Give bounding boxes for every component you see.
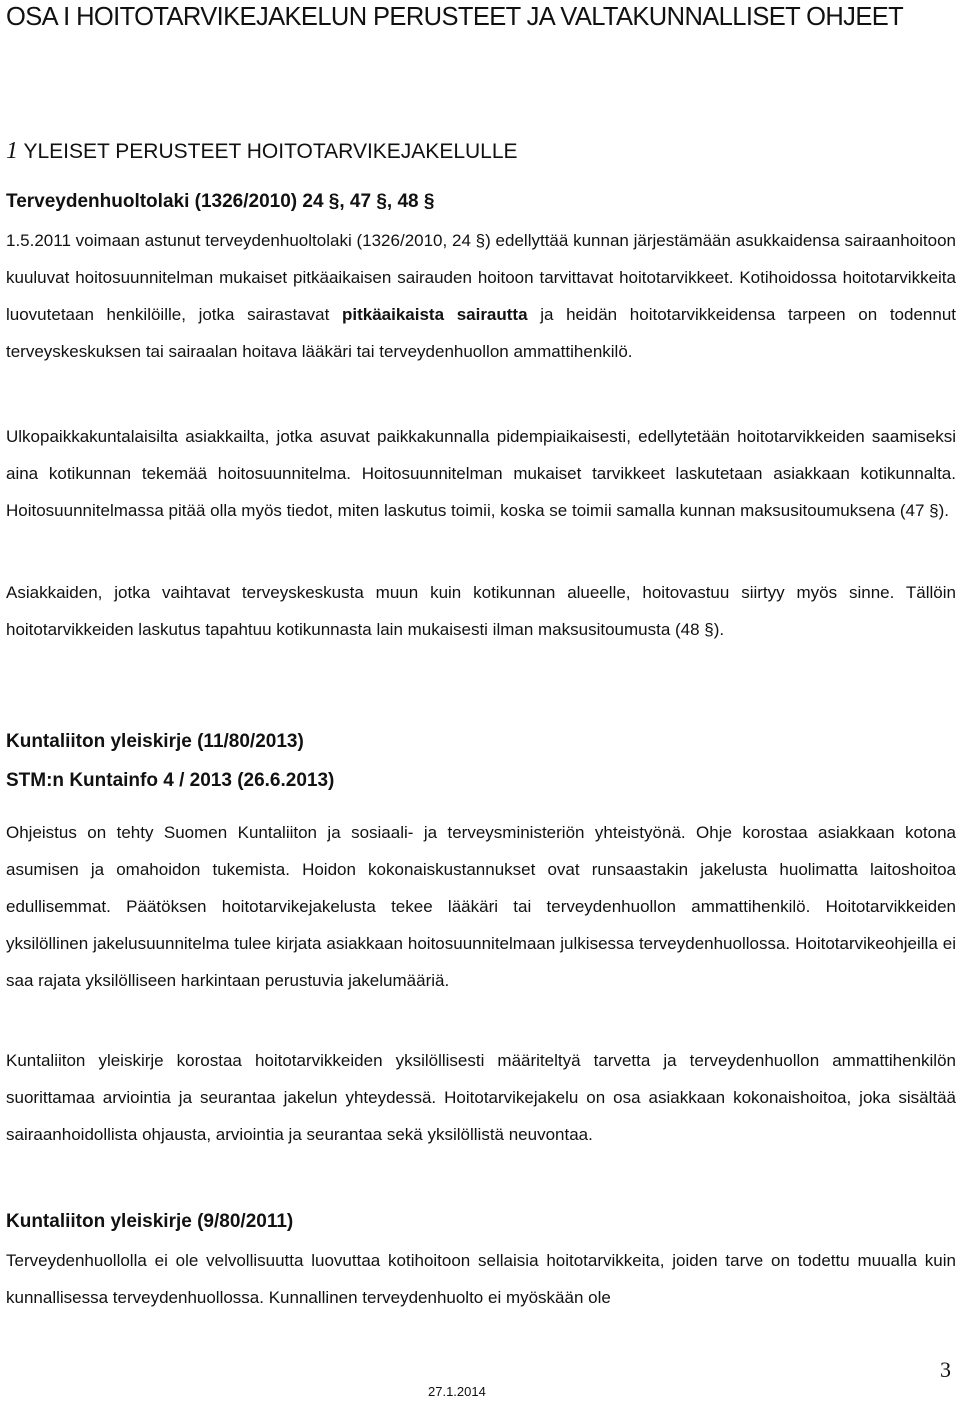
paragraph-no-obligation: Terveydenhuollolla ei ole velvollisuutta luovuttaa kotihoitoon sellaisia hoitotarvikkeita, joiden tarve on todettu muualla kuin kunnallisessa terveydenhuollossa. Kunnallinen terveydenhuolto ei myöskään ole (6, 1251, 956, 1307)
section-number: 1 (6, 138, 18, 164)
paragraph-guidance: Ohjeistus on tehty Suomen Kuntaliiton ja sosiaali- ja terveysministeriön yhteistyönä. Ohje korostaa asiakkaan kotona asumisen ja omahoidon tukemista. Hoidon kokonaiskustannukset ovat runsaastakin jakelusta huolimatta laitoshoitoa edullisemmat. Päätöksen hoitotarvikejakelusta tekee lääkäri tai terveydenhuollon ammattihenkilö. Hoitotarvikkeiden yksilöllinen jakelusuunnitelma tulee kirjata asiakkaan hoitosuunnitelmaan julkisessa terveydenhuollossa. Hoitotarvikeohjeilla ei saa rajata yksilölliseen harkintaan perustuvia jakelumääriä. (6, 823, 956, 990)
paragraph-change-of-center: Asiakkaiden, jotka vaihtavat terveyskeskusta muun kuin kotikunnan alueelle, hoitovastuu siirtyy myös sinne. Tällöin hoitotarvikkeiden laskutus tapahtuu kotikunnasta lain mukaisesti ilman maksusitoumusta (48 §). (6, 583, 956, 639)
paragraph-law-intro (6, 222, 956, 370)
paragraph-kuntaliitto-emphasis: Kuntaliiton yleiskirje korostaa hoitotarvikkeiden yksilöllisesti määriteltyä tarvetta ja terveydenhuollon ammattihenkilön suorittamaa arviointia ja seurantaa jakelun yhteydessä. Hoitotarvikejakelu on osa asiakkaan kokonaishoitoa, joka sisältää sairaanhoidollista ohjausta, arviointia ja seurantaa sekä yksilöllistä neuvontaa. (6, 1051, 956, 1144)
paragraph-law-intro-a: 1.5.2011 voimaan astunut terveydenhuoltolaki (1326/2010, 24 §) edellyttää kunnan järjestämään asukkaidensa sairaanhoitoon kuuluvat hoitosuunnitelman mukaiset pitkäaikaisen sairauden hoitoon tarvittavat hoitotarvikkeet. Kotihoidossa hoitotarvikkeita luovutetaan henkilöille, jotka sairastavat (6, 231, 956, 324)
paragraph-law-intro-c: ja heidän hoitotarvikkeidensa tarpeen on todennut terveyskeskuksen tai sairaalan hoitava lääkäri tai terveydenhuollon ammattihenkilö. (6, 305, 956, 361)
section-title: YLEISET PERUSTEET HOITOTARVIKEJAKELULLE (23, 140, 518, 163)
law-heading: Terveydenhuoltolaki (1326/2010) 24 §, 47 §, 48 § (6, 191, 435, 212)
document-title: OSA I HOITOTARVIKEJAKELUN PERUSTEET JA VALTAKUNNALLISET OHJEET (6, 3, 904, 31)
heading-stm-2013: STM:n Kuntainfo 4 / 2013 (26.6.2013) (6, 770, 335, 791)
paragraph-law-intro-bold: pitkäaikaista sairautta (341, 305, 528, 324)
section-heading (6, 134, 518, 169)
paragraph-out-of-town: Ulkopaikkakuntalaisilta asiakkailta, jotka asuvat paikkakunnalla pidempiaikaisesti, edellytetään hoitotarvikkeiden saamiseksi aina kotikunnan tekemää hoitosuunnitelma. Hoitosuunnitelman mukaiset tarvikkeet laskutetaan asiakkaan kotikunnalta. Hoitosuunnitelmassa pitää olla myös tiedot, miten laskutus toimii, koska se toimii samalla kunnan maksusitoumuksena (47 §). (6, 427, 956, 520)
heading-kuntaliitto-2013: Kuntaliiton yleiskirje (11/80/2013) (6, 731, 304, 752)
heading-kuntaliitto-2011: Kuntaliiton yleiskirje (9/80/2011) (6, 1211, 294, 1232)
footer-date: 27.1.2014 (428, 1384, 486, 1399)
page-number: 3 (940, 1357, 951, 1382)
